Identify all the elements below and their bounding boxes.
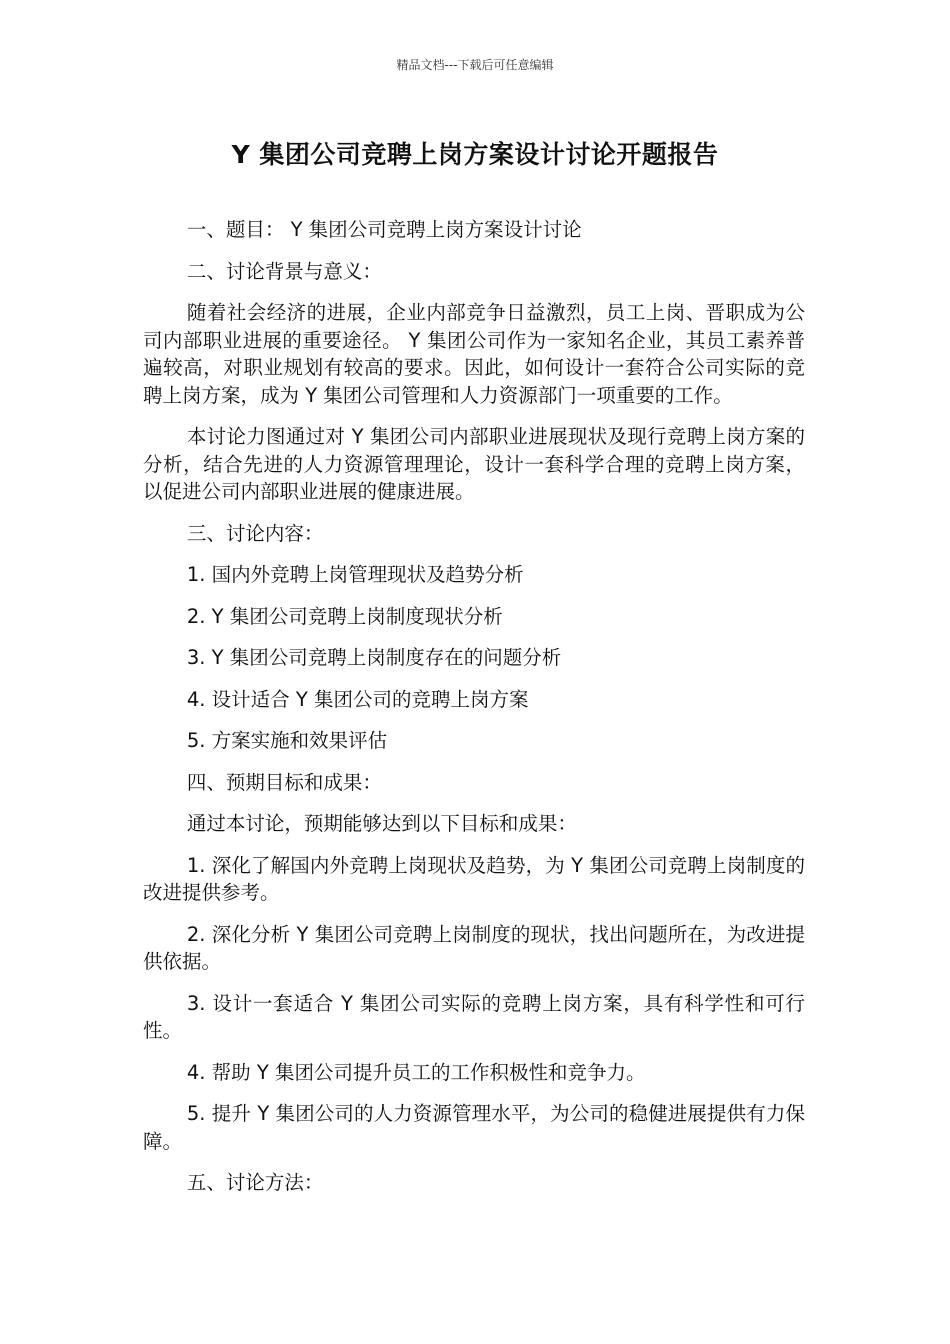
goals-intro: 通过本讨论，预期能够达到以下目标和成果： (186, 812, 577, 835)
section-heading-content: 三、讨论内容： (186, 521, 324, 545)
section-heading-topic: 一、题目： Y 集团公司竞聘上岗方案设计讨论 (186, 218, 582, 241)
content-item-5: 5. 方案实施和效果评估 (186, 729, 388, 752)
paragraph-background-2: 本讨论力图通过对 Y 集团公司内部职业进展现状及现行竞聘上岗方案的分析，结合先进的人力资源管理理论，设计一套科学合理的竞聘上岗方案，以促进公司内部职业进展的健康进展。 (143, 425, 805, 503)
goal-item-4: 4. 帮助 Y 集团公司提升员工的工作积极性和竞争力。 (186, 1060, 646, 1084)
section-heading-goals: 四、预期目标和成果： (186, 770, 382, 794)
section-heading-methods: 五、讨论方法： (186, 1171, 324, 1194)
section-heading-background: 二、讨论背景与意义： (186, 259, 382, 283)
goal-item-3: 3. 设计一套适合 Y 集团公司实际的竞聘上岗方案，具有科学性和可行性。 (143, 991, 805, 1042)
page-title: Y 集团公司竞聘上岗方案设计讨论开题报告 (231, 140, 719, 169)
paragraph-background-1: 随着社会经济的进展，企业内部竞争日益激烈，员工上岗、晋职成为公司内部职业进展的重要途径。 Y 集团公司作为一家知名企业，其员工素养普遍较高，对职业规划有较高的要求。因此，如何设计一套符合公司实际的竞聘上岗方案，成为 Y 集团公司管理和人力资源部门一项重要的工作。 (143, 301, 805, 407)
header-note: 精品文档---下载后可任意编辑 (396, 58, 554, 72)
content-item-3: 3. Y 集团公司竞聘上岗制度存在的问题分析 (186, 646, 562, 669)
goal-item-5: 5. 提升 Y 集团公司的人力资源管理水平，为公司的稳健进展提供有力保障。 (143, 1102, 805, 1153)
goal-item-1: 1. 深化了解国内外竞聘上岗现状及趋势，为 Y 集团公司竞聘上岗制度的改进提供参考。 (143, 853, 805, 904)
goal-item-2: 2. 深化分析 Y 集团公司竞聘上岗制度的现状，找出问题所在，为改进提供依据。 (143, 922, 805, 973)
document-body (143, 216, 805, 1211)
content-item-2: 2. Y 集团公司竞聘上岗制度现状分析 (186, 604, 503, 628)
content-item-1: 1. 国内外竞聘上岗管理现状及趋势分析 (186, 563, 524, 586)
content-item-4: 4. 设计适合 Y 集团公司的竞聘上岗方案 (186, 687, 529, 711)
